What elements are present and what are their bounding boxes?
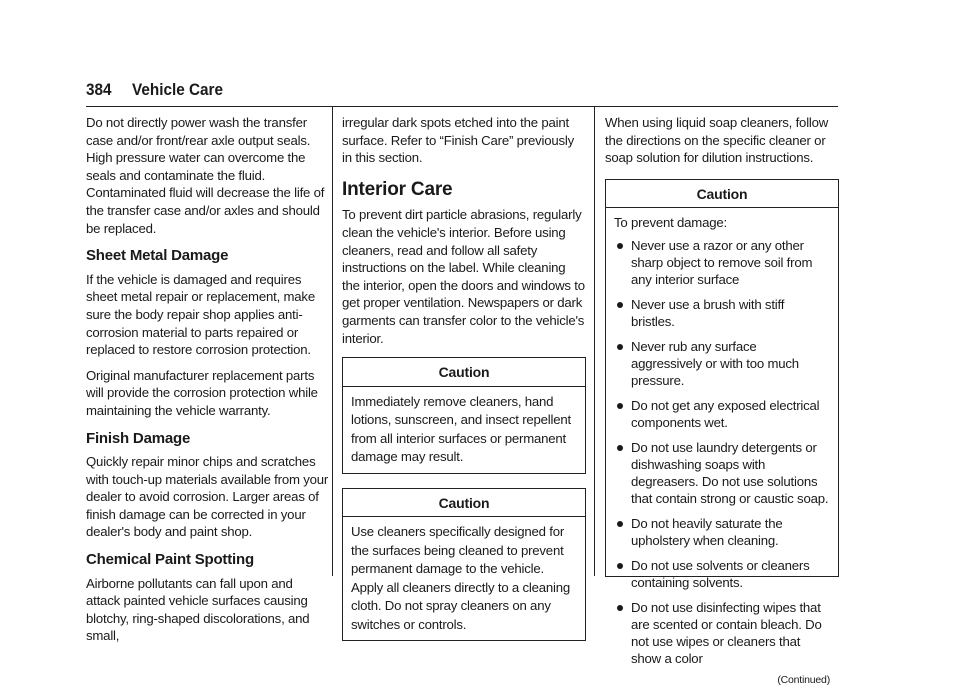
list-item bbox=[614, 237, 830, 288]
caution-intro: To prevent damage: bbox=[614, 215, 727, 231]
bullet-icon bbox=[617, 403, 623, 409]
paragraph: Airborne pollutants can fall upon and attack painted vehicle surfaces causing blotchy, ring-shaped discolorations, and small, bbox=[86, 575, 310, 644]
section-title: Vehicle Care bbox=[132, 80, 224, 99]
caution-box bbox=[342, 357, 586, 474]
list-item-text: Never rub any surface aggressively or with too much pressure. bbox=[631, 338, 799, 388]
paragraph: Quickly repair minor chips and scratches with touch-up materials available from your dealer to avoid corrosion. Larger areas of finish damage can be corrected in your dealer's body and paint shop. bbox=[86, 454, 329, 540]
column-divider bbox=[332, 106, 333, 576]
list-item-text: Do not heavily saturate the upholstery when cleaning. bbox=[631, 515, 783, 548]
list-item-text: Do not get any exposed electrical components wet. bbox=[631, 397, 820, 430]
list-item bbox=[614, 515, 830, 549]
heading-finish-damage: Finish Damage bbox=[86, 429, 191, 447]
column-right bbox=[605, 114, 839, 686]
caution-text: Immediately remove cleaners, hand lotions, sunscreen, and insect repellent from all interior surfaces or permanent damage may result. bbox=[351, 393, 571, 465]
continued-label: (Continued) bbox=[777, 673, 830, 686]
list-item-text: Do not use laundry detergents or dishwashing soaps with degreasers. Do not use solutions that contain strong or caustic soap. bbox=[631, 439, 829, 506]
list-item bbox=[614, 338, 830, 389]
list-item bbox=[614, 439, 830, 507]
list-item bbox=[614, 296, 830, 330]
bullet-icon bbox=[617, 445, 623, 451]
bullet-icon bbox=[617, 243, 623, 249]
list-item bbox=[614, 557, 830, 591]
bullet-icon bbox=[617, 605, 623, 611]
caution-box bbox=[342, 488, 586, 642]
paragraph: irregular dark spots etched into the paint surface. Refer to “Finish Care” previously in this section. bbox=[342, 115, 574, 166]
list-item-text: Never use a brush with stiff bristles. bbox=[631, 296, 785, 329]
caution-title: Caution bbox=[343, 358, 585, 387]
caution-text: Use cleaners specifically designed for the surfaces being cleaned to prevent permanent damage to the vehicle. Apply all cleaners directly to a cleaning cloth. Do not spray cleaners on any switches or controls. bbox=[351, 524, 571, 632]
bullet-icon bbox=[617, 344, 623, 350]
heading-sheet-metal-damage: Sheet Metal Damage bbox=[86, 247, 229, 265]
heading-chemical-paint-spotting: Chemical Paint Spotting bbox=[86, 551, 254, 569]
heading-interior-care: Interior Care bbox=[342, 178, 453, 200]
bullet-icon bbox=[617, 521, 623, 527]
list-item bbox=[614, 397, 830, 431]
paragraph: Do not directly power wash the transfer case and/or front/rear axle output seals. High pressure water can overcome the seals and contaminate the fluid. Contaminated fluid will decrease the life of the transfer case and/or axles and should be replaced. bbox=[86, 115, 325, 236]
list-item bbox=[614, 599, 830, 667]
column-left bbox=[86, 114, 330, 653]
column-divider bbox=[594, 106, 595, 576]
bullet-icon bbox=[617, 302, 623, 308]
paragraph: If the vehicle is damaged and requires sheet metal repair or replacement, make sure the body repair shop applies anti-corrosion material to parts repaired or replaced to restore corrosion protection. bbox=[86, 271, 315, 358]
list-item-text: Do not use disinfecting wipes that are scented or contain bleach. Do not use wipes or cleaners that show a color bbox=[631, 599, 822, 666]
caution-list bbox=[614, 237, 830, 667]
page-number: 384 bbox=[86, 80, 112, 99]
caution-title: Caution bbox=[606, 180, 838, 209]
column-middle bbox=[342, 114, 586, 655]
bullet-icon bbox=[617, 563, 623, 569]
list-item-text: Do not use solvents or cleaners containing solvents. bbox=[631, 557, 810, 590]
caution-title: Caution bbox=[343, 489, 585, 518]
page-header bbox=[86, 80, 838, 107]
list-item-text: Never use a razor or any other sharp object to remove soil from any interior surface bbox=[631, 237, 813, 287]
paragraph: When using liquid soap cleaners, follow the directions on the specific cleaner or soap solution for dilution instructions. bbox=[605, 115, 829, 166]
caution-box bbox=[605, 179, 839, 686]
paragraph: Original manufacturer replacement parts will provide the corrosion protection while maintaining the vehicle warranty. bbox=[86, 367, 318, 418]
paragraph: To prevent dirt particle abrasions, regularly clean the vehicle's interior. Before using cleaners, read and follow all safety instructions on the label. While cleaning the interior, open the doors and windows to get proper ventilation. Newspapers or dark garments can transfer color to the vehicle's interior. bbox=[342, 207, 585, 346]
